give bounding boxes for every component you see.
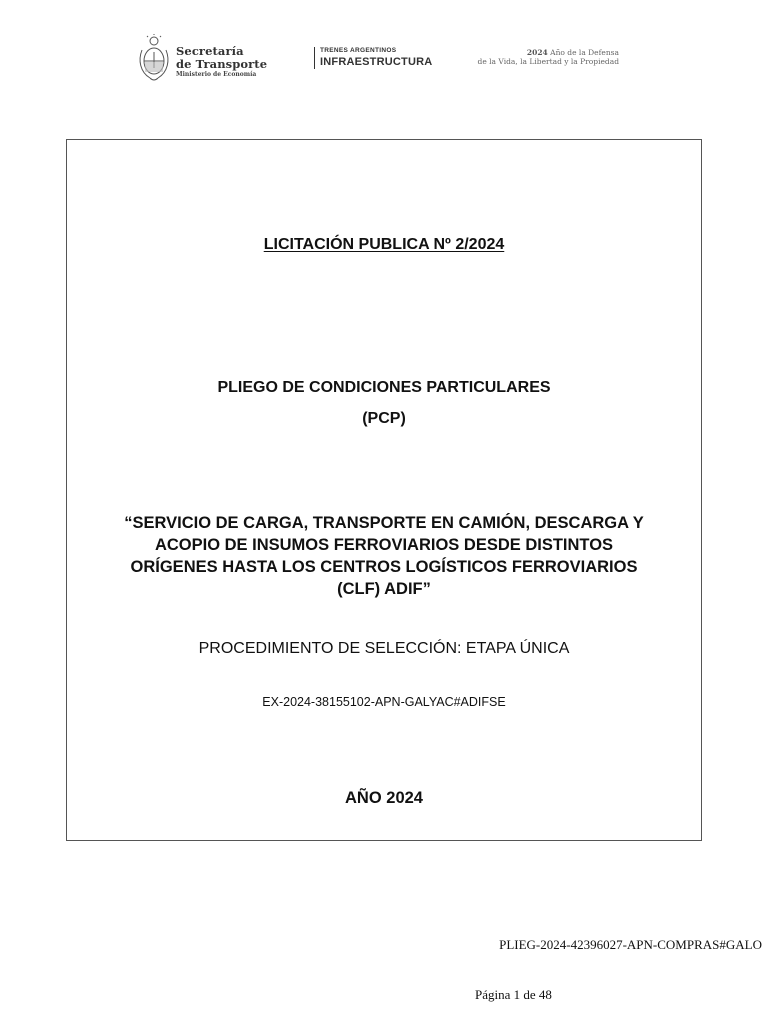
secretaria-logo — [176, 46, 267, 78]
service-line: ACOPIO DE INSUMOS FERROVIARIOS DESDE DISTINTOS — [154, 536, 614, 554]
trenes-line1: TRENES ARGENTINOS — [320, 47, 397, 54]
service-line: “SERVICIO DE CARGA, TRANSPORTE EN CAMIÓN, DESCARGA Y — [124, 514, 644, 532]
trenes-line2: INFRAESTRUCTURA — [320, 55, 433, 68]
page-number: Página 1 de 48 — [475, 987, 552, 1002]
page-header — [0, 30, 770, 90]
year-motto-line1 — [478, 48, 619, 57]
ministerio-label: Ministerio de Economía — [176, 71, 257, 78]
service-line: ORÍGENES HASTA LOS CENTROS LOGÍSTICOS FERROVIARIOS — [130, 558, 638, 576]
trenes-argentinos-logo — [314, 47, 432, 69]
document-title-text: LICITACIÓN PUBLICA Nº 2/2024 — [263, 236, 505, 253]
secretaria-line1: Secretaría — [176, 44, 244, 58]
secretaria-line2: de Transporte — [176, 56, 268, 71]
expediente-number: EX-2024-38155102-APN-GALYAC#ADIFSE — [262, 695, 506, 709]
pliego-heading: PLIEGO DE CONDICIONES PARTICULARES — [217, 379, 551, 396]
cover-frame — [66, 139, 702, 841]
year-motto-year: 2024 — [526, 48, 548, 57]
document-id: PLIEG-2024-42396027-APN-COMPRAS#GALO — [499, 937, 762, 952]
service-description — [67, 512, 701, 600]
pcp-heading: (PCP) — [362, 410, 406, 427]
service-line: (CLF) ADIF” — [337, 580, 431, 598]
year-heading: AÑO 2024 — [345, 789, 423, 807]
year-motto-line2: de la Vida, la Libertad y la Propiedad — [477, 57, 619, 67]
procedure-line: PROCEDIMIENTO DE SELECCIÓN: ETAPA ÚNICA — [198, 640, 570, 657]
year-motto-line1-rest: Año de la Defensa — [547, 48, 619, 57]
year-motto — [478, 48, 619, 67]
document-title — [67, 236, 701, 254]
argentina-coat-of-arms-icon — [138, 34, 170, 84]
